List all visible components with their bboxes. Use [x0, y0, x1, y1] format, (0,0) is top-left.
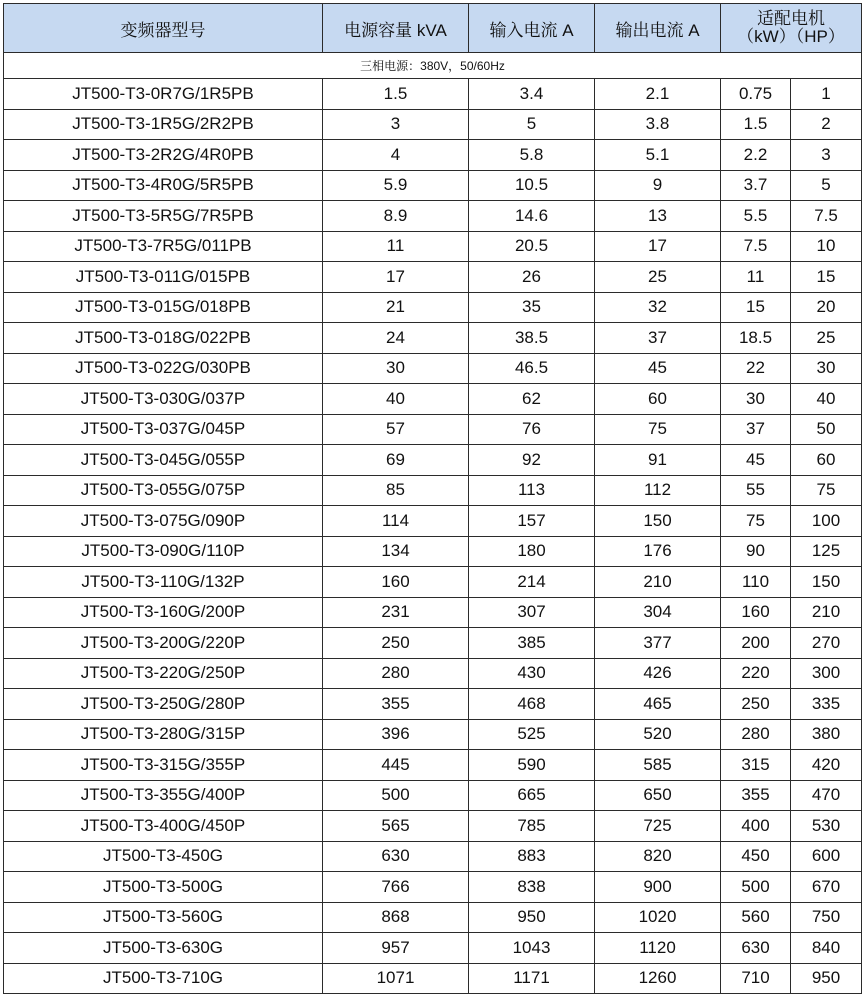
- capacity-cell: 5.9: [323, 170, 469, 201]
- motor-kw-cell: 500: [721, 872, 791, 903]
- motor-hp-cell: 20: [791, 292, 862, 323]
- model-cell: JT500-T3-015G/018PB: [4, 292, 323, 323]
- model-cell: JT500-T3-075G/090P: [4, 506, 323, 537]
- header-model: 变频器型号: [4, 4, 323, 53]
- output-current-cell: 37: [595, 323, 721, 354]
- model-cell: JT500-T3-280G/315P: [4, 719, 323, 750]
- motor-kw-cell: 315: [721, 750, 791, 781]
- output-current-cell: 1260: [595, 963, 721, 994]
- motor-kw-cell: 630: [721, 933, 791, 964]
- model-cell: JT500-T3-2R2G/4R0PB: [4, 140, 323, 171]
- output-current-cell: 465: [595, 689, 721, 720]
- table-row: [4, 628, 862, 659]
- input-current-cell: 180: [469, 536, 595, 567]
- output-current-cell: 210: [595, 567, 721, 598]
- capacity-cell: 445: [323, 750, 469, 781]
- capacity-cell: 355: [323, 689, 469, 720]
- output-current-cell: 585: [595, 750, 721, 781]
- input-current-cell: 10.5: [469, 170, 595, 201]
- model-cell: JT500-T3-560G: [4, 902, 323, 933]
- table-row: [4, 750, 862, 781]
- output-current-cell: 25: [595, 262, 721, 293]
- motor-kw-cell: 160: [721, 597, 791, 628]
- input-current-cell: 20.5: [469, 231, 595, 262]
- motor-hp-cell: 100: [791, 506, 862, 537]
- model-cell: JT500-T3-710G: [4, 963, 323, 994]
- motor-kw-cell: 30: [721, 384, 791, 415]
- motor-hp-cell: 5: [791, 170, 862, 201]
- motor-hp-cell: 530: [791, 811, 862, 842]
- output-current-cell: 304: [595, 597, 721, 628]
- motor-hp-cell: 2: [791, 109, 862, 140]
- motor-hp-cell: 3: [791, 140, 862, 171]
- input-current-cell: 62: [469, 384, 595, 415]
- motor-hp-cell: 750: [791, 902, 862, 933]
- input-current-cell: 385: [469, 628, 595, 659]
- input-current-cell: 950: [469, 902, 595, 933]
- output-current-cell: 13: [595, 201, 721, 232]
- input-current-cell: 665: [469, 780, 595, 811]
- capacity-cell: 114: [323, 506, 469, 537]
- input-current-cell: 76: [469, 414, 595, 445]
- input-current-cell: 92: [469, 445, 595, 476]
- capacity-cell: 17: [323, 262, 469, 293]
- motor-kw-cell: 90: [721, 536, 791, 567]
- motor-kw-cell: 220: [721, 658, 791, 689]
- output-current-cell: 2.1: [595, 79, 721, 110]
- capacity-cell: 85: [323, 475, 469, 506]
- motor-hp-cell: 30: [791, 353, 862, 384]
- capacity-cell: 21: [323, 292, 469, 323]
- motor-kw-cell: 22: [721, 353, 791, 384]
- motor-hp-cell: 25: [791, 323, 862, 354]
- motor-kw-cell: 5.5: [721, 201, 791, 232]
- motor-kw-cell: 280: [721, 719, 791, 750]
- input-current-cell: 307: [469, 597, 595, 628]
- motor-kw-cell: 55: [721, 475, 791, 506]
- model-cell: JT500-T3-5R5G/7R5PB: [4, 201, 323, 232]
- motor-kw-cell: 75: [721, 506, 791, 537]
- input-current-cell: 838: [469, 872, 595, 903]
- header-input-current: 输入电流 A: [469, 4, 595, 53]
- table-row: [4, 445, 862, 476]
- input-current-cell: 46.5: [469, 353, 595, 384]
- table-row: [4, 140, 862, 171]
- motor-kw-cell: 2.2: [721, 140, 791, 171]
- capacity-cell: 280: [323, 658, 469, 689]
- motor-hp-cell: 50: [791, 414, 862, 445]
- motor-hp-cell: 950: [791, 963, 862, 994]
- model-cell: JT500-T3-200G/220P: [4, 628, 323, 659]
- capacity-cell: 630: [323, 841, 469, 872]
- input-current-cell: 3.4: [469, 79, 595, 110]
- motor-hp-cell: 210: [791, 597, 862, 628]
- input-current-cell: 35: [469, 292, 595, 323]
- input-current-cell: 785: [469, 811, 595, 842]
- table-row: [4, 689, 862, 720]
- motor-kw-cell: 200: [721, 628, 791, 659]
- motor-hp-cell: 335: [791, 689, 862, 720]
- motor-kw-cell: 450: [721, 841, 791, 872]
- table-row: [4, 780, 862, 811]
- capacity-cell: 24: [323, 323, 469, 354]
- input-current-cell: 590: [469, 750, 595, 781]
- table-row: [4, 841, 862, 872]
- header-motor: [721, 4, 862, 53]
- motor-hp-cell: 270: [791, 628, 862, 659]
- header-motor-line2: （kW）（HP）: [737, 27, 845, 46]
- motor-hp-cell: 600: [791, 841, 862, 872]
- output-current-cell: 17: [595, 231, 721, 262]
- motor-kw-cell: 11: [721, 262, 791, 293]
- capacity-cell: 868: [323, 902, 469, 933]
- table-row: [4, 811, 862, 842]
- model-cell: JT500-T3-450G: [4, 841, 323, 872]
- output-current-cell: 426: [595, 658, 721, 689]
- output-current-cell: 112: [595, 475, 721, 506]
- motor-kw-cell: 400: [721, 811, 791, 842]
- model-cell: JT500-T3-018G/022PB: [4, 323, 323, 354]
- motor-hp-cell: 75: [791, 475, 862, 506]
- capacity-cell: 160: [323, 567, 469, 598]
- motor-hp-cell: 125: [791, 536, 862, 567]
- table-row: [4, 384, 862, 415]
- table-row: [4, 79, 862, 110]
- input-current-cell: 157: [469, 506, 595, 537]
- output-current-cell: 3.8: [595, 109, 721, 140]
- motor-hp-cell: 1: [791, 79, 862, 110]
- model-cell: JT500-T3-045G/055P: [4, 445, 323, 476]
- motor-kw-cell: 110: [721, 567, 791, 598]
- table-row: [4, 262, 862, 293]
- output-current-cell: 650: [595, 780, 721, 811]
- model-cell: JT500-T3-220G/250P: [4, 658, 323, 689]
- table-row: [4, 536, 862, 567]
- table-row: [4, 170, 862, 201]
- output-current-cell: 32: [595, 292, 721, 323]
- table-row: [4, 475, 862, 506]
- table-row: [4, 872, 862, 903]
- header-capacity: 电源容量 kVA: [323, 4, 469, 53]
- motor-hp-cell: 670: [791, 872, 862, 903]
- capacity-cell: 396: [323, 719, 469, 750]
- capacity-cell: 1071: [323, 963, 469, 994]
- output-current-cell: 75: [595, 414, 721, 445]
- model-cell: JT500-T3-630G: [4, 933, 323, 964]
- capacity-cell: 565: [323, 811, 469, 842]
- table-row: [4, 323, 862, 354]
- capacity-cell: 134: [323, 536, 469, 567]
- capacity-cell: 500: [323, 780, 469, 811]
- output-current-cell: 45: [595, 353, 721, 384]
- input-current-cell: 38.5: [469, 323, 595, 354]
- capacity-cell: 11: [323, 231, 469, 262]
- spec-table-container: [3, 3, 861, 994]
- table-row: [4, 597, 862, 628]
- output-current-cell: 1120: [595, 933, 721, 964]
- capacity-cell: 957: [323, 933, 469, 964]
- input-current-cell: 214: [469, 567, 595, 598]
- output-current-cell: 60: [595, 384, 721, 415]
- motor-kw-cell: 7.5: [721, 231, 791, 262]
- subheader-row: [4, 53, 862, 79]
- capacity-cell: 250: [323, 628, 469, 659]
- table-row: [4, 353, 862, 384]
- capacity-cell: 8.9: [323, 201, 469, 232]
- motor-hp-cell: 380: [791, 719, 862, 750]
- motor-kw-cell: 355: [721, 780, 791, 811]
- model-cell: JT500-T3-7R5G/011PB: [4, 231, 323, 262]
- table-row: [4, 933, 862, 964]
- table-row: [4, 292, 862, 323]
- motor-hp-cell: 150: [791, 567, 862, 598]
- input-current-cell: 525: [469, 719, 595, 750]
- table-row: [4, 201, 862, 232]
- motor-kw-cell: 0.75: [721, 79, 791, 110]
- motor-hp-cell: 15: [791, 262, 862, 293]
- model-cell: JT500-T3-090G/110P: [4, 536, 323, 567]
- motor-kw-cell: 45: [721, 445, 791, 476]
- table-row: [4, 231, 862, 262]
- motor-hp-cell: 420: [791, 750, 862, 781]
- output-current-cell: 5.1: [595, 140, 721, 171]
- header-output-current: 输出电流 A: [595, 4, 721, 53]
- output-current-cell: 1020: [595, 902, 721, 933]
- output-current-cell: 150: [595, 506, 721, 537]
- capacity-cell: 30: [323, 353, 469, 384]
- model-cell: JT500-T3-4R0G/5R5PB: [4, 170, 323, 201]
- capacity-cell: 231: [323, 597, 469, 628]
- model-cell: JT500-T3-0R7G/1R5PB: [4, 79, 323, 110]
- motor-hp-cell: 60: [791, 445, 862, 476]
- motor-hp-cell: 7.5: [791, 201, 862, 232]
- table-row: [4, 719, 862, 750]
- model-cell: JT500-T3-250G/280P: [4, 689, 323, 720]
- model-cell: JT500-T3-315G/355P: [4, 750, 323, 781]
- motor-kw-cell: 37: [721, 414, 791, 445]
- model-cell: JT500-T3-011G/015PB: [4, 262, 323, 293]
- capacity-cell: 4: [323, 140, 469, 171]
- motor-kw-cell: 18.5: [721, 323, 791, 354]
- input-current-cell: 113: [469, 475, 595, 506]
- capacity-cell: 1.5: [323, 79, 469, 110]
- output-current-cell: 9: [595, 170, 721, 201]
- capacity-cell: 69: [323, 445, 469, 476]
- motor-kw-cell: 1.5: [721, 109, 791, 140]
- model-cell: JT500-T3-500G: [4, 872, 323, 903]
- table-row: [4, 567, 862, 598]
- model-cell: JT500-T3-400G/450P: [4, 811, 323, 842]
- input-current-cell: 468: [469, 689, 595, 720]
- input-current-cell: 26: [469, 262, 595, 293]
- table-row: [4, 109, 862, 140]
- output-current-cell: 91: [595, 445, 721, 476]
- model-cell: JT500-T3-355G/400P: [4, 780, 323, 811]
- header-row: [4, 4, 862, 53]
- input-current-cell: 430: [469, 658, 595, 689]
- table-row: [4, 414, 862, 445]
- input-current-cell: 5.8: [469, 140, 595, 171]
- header-motor-line1: 适配电机: [757, 9, 825, 28]
- motor-hp-cell: 10: [791, 231, 862, 262]
- motor-kw-cell: 710: [721, 963, 791, 994]
- output-current-cell: 176: [595, 536, 721, 567]
- motor-hp-cell: 840: [791, 933, 862, 964]
- output-current-cell: 377: [595, 628, 721, 659]
- table-row: [4, 902, 862, 933]
- model-cell: JT500-T3-030G/037P: [4, 384, 323, 415]
- table-row: [4, 506, 862, 537]
- input-current-cell: 14.6: [469, 201, 595, 232]
- model-cell: JT500-T3-160G/200P: [4, 597, 323, 628]
- motor-kw-cell: 250: [721, 689, 791, 720]
- subheader-text: 三相电源：380V，50/60Hz: [4, 53, 862, 79]
- table-row: [4, 963, 862, 994]
- input-current-cell: 1043: [469, 933, 595, 964]
- capacity-cell: 766: [323, 872, 469, 903]
- capacity-cell: 3: [323, 109, 469, 140]
- model-cell: JT500-T3-110G/132P: [4, 567, 323, 598]
- motor-kw-cell: 560: [721, 902, 791, 933]
- model-cell: JT500-T3-055G/075P: [4, 475, 323, 506]
- input-current-cell: 5: [469, 109, 595, 140]
- output-current-cell: 900: [595, 872, 721, 903]
- model-cell: JT500-T3-1R5G/2R2PB: [4, 109, 323, 140]
- output-current-cell: 725: [595, 811, 721, 842]
- input-current-cell: 1171: [469, 963, 595, 994]
- spec-table: [3, 3, 862, 994]
- output-current-cell: 820: [595, 841, 721, 872]
- output-current-cell: 520: [595, 719, 721, 750]
- table-row: [4, 658, 862, 689]
- motor-hp-cell: 300: [791, 658, 862, 689]
- input-current-cell: 883: [469, 841, 595, 872]
- motor-hp-cell: 470: [791, 780, 862, 811]
- capacity-cell: 57: [323, 414, 469, 445]
- capacity-cell: 40: [323, 384, 469, 415]
- motor-kw-cell: 15: [721, 292, 791, 323]
- model-cell: JT500-T3-037G/045P: [4, 414, 323, 445]
- motor-hp-cell: 40: [791, 384, 862, 415]
- motor-kw-cell: 3.7: [721, 170, 791, 201]
- model-cell: JT500-T3-022G/030PB: [4, 353, 323, 384]
